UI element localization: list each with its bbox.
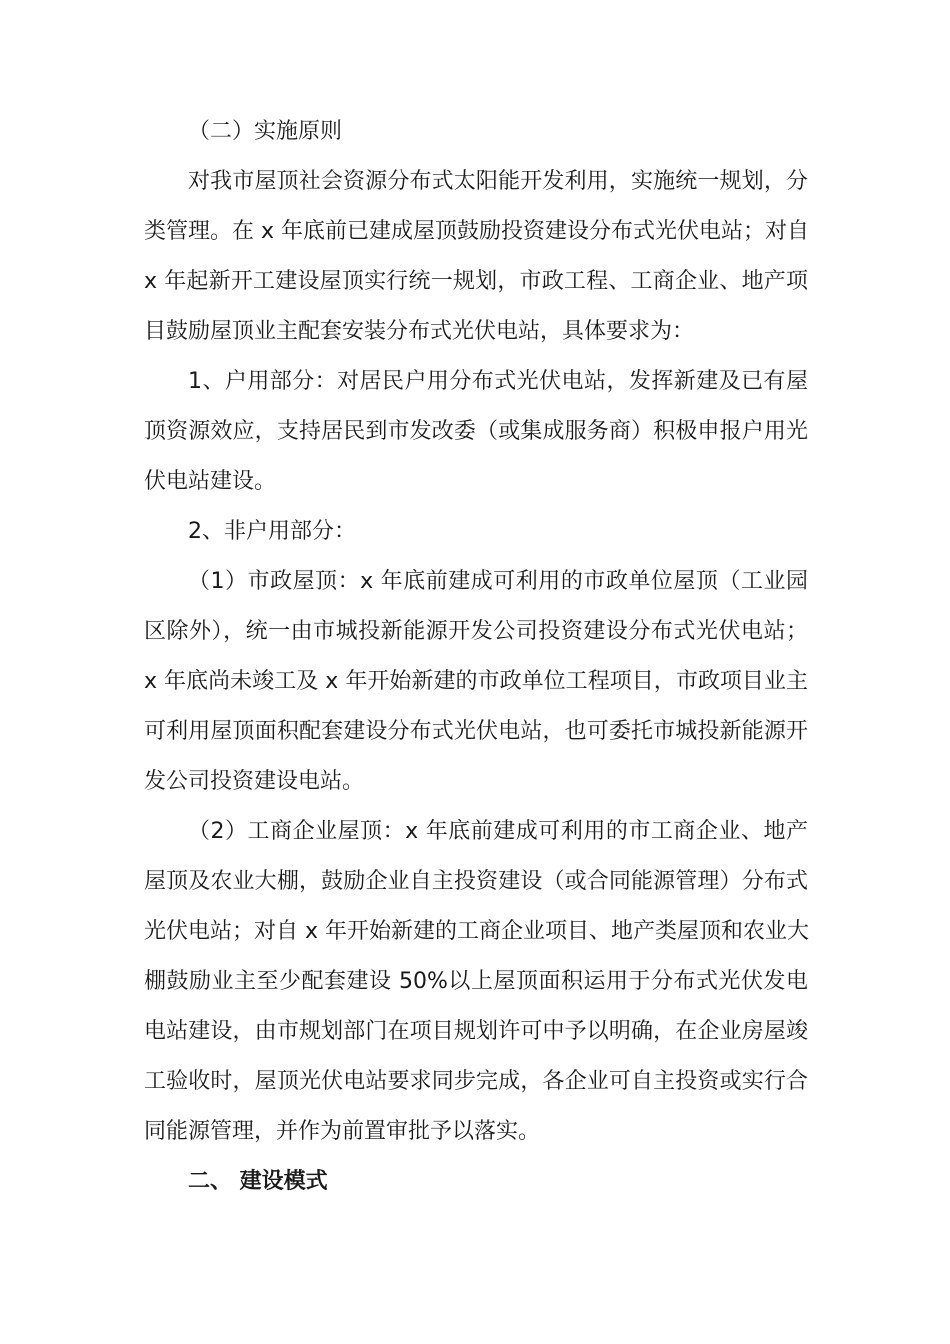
paragraph-intro-line: 目鼓励屋顶业主配套安装分布式光伏电站，具体要求为： xyxy=(144,319,695,344)
subheading-non-household: 2、非户用部分： xyxy=(188,519,356,544)
paragraph-municipal-line: 区除外），统一由市城投新能源开发公司投资建设分布式光伏电站； xyxy=(144,619,808,644)
paragraph-intro-line: 对我市屋顶社会资源分布式太阳能开发利用，实施统一规划，分 xyxy=(188,169,808,194)
paragraph-commercial-line: 工验收时，屋顶光伏电站要求同步完成，各企业可自主投资或实行合 xyxy=(144,1069,808,1094)
paragraph-commercial-line: 棚鼓励业主至少配套建设 50%以上屋顶面积运用于分布式光伏发电 xyxy=(144,969,808,994)
paragraph-municipal-line: x 年底尚未竣工及 x 年开始新建的市政单位工程项目，市政项目业主 xyxy=(144,669,808,694)
paragraph-commercial-line: 电站建设，由市规划部门在项目规划许可中予以明确，在企业房屋竣 xyxy=(144,1019,808,1044)
paragraph-commercial-line: 光伏电站；对自 x 年开始新建的工商企业项目、地产类屋顶和农业大 xyxy=(144,919,810,944)
paragraph-intro-line: x 年起新开工建设屋顶实行统一规划，市政工程、工商企业、地产项 xyxy=(144,269,808,294)
paragraph-municipal-line: 发公司投资建设电站。 xyxy=(144,769,365,794)
paragraph-household-line: 伏电站建设。 xyxy=(144,469,277,494)
paragraph-commercial-line: 同能源管理，并作为前置审批予以落实。 xyxy=(144,1119,541,1144)
section-heading-construction-mode: 二、 建设模式 xyxy=(188,1169,328,1194)
paragraph-intro-line: 类管理。在 x 年底前已建成屋顶鼓励投资建设分布式光伏电站；对自 xyxy=(144,219,810,244)
paragraph-commercial-line: （2）工商企业屋顶：x 年底前建成可利用的市工商企业、地产 xyxy=(188,819,808,844)
paragraph-municipal-line: 可利用屋顶面积配套建设分布式光伏电站，也可委托市城投新能源开 xyxy=(144,719,808,744)
paragraph-household-line: 顶资源效应，支持居民到市发改委（或集成服务商）积极申报户用光 xyxy=(144,419,808,444)
paragraph-municipal-line: （1）市政屋顶：x 年底前建成可利用的市政单位屋顶（工业园 xyxy=(188,569,808,594)
paragraph-commercial-line: 屋顶及农业大棚，鼓励企业自主投资建设（或合同能源管理）分布式 xyxy=(144,869,808,894)
paragraph-household-line: 1、户用部分：对居民户用分布式光伏电站，发挥新建及已有屋 xyxy=(188,369,808,394)
section-heading-implementation-principles: （二）实施原则 xyxy=(188,119,343,144)
